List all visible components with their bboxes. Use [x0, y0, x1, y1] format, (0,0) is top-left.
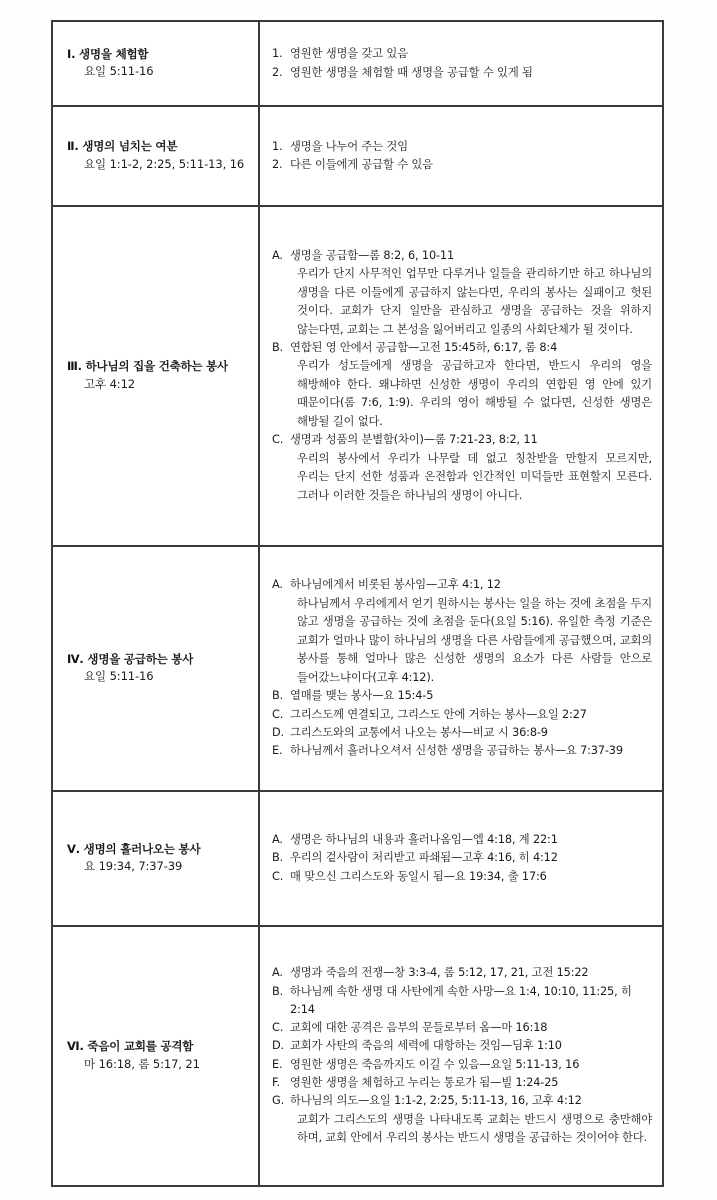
section-heading-cell	[52, 546, 259, 791]
section-heading-inner	[53, 641, 258, 696]
item-list	[272, 247, 652, 506]
list-item	[272, 706, 652, 724]
item-text: 우리의 겉사람이 처리받고 파쇄됨—고후 4:16, 히 4:12	[290, 851, 558, 865]
item-text: 하나님께서 흘러나오셔서 신성한 생명을 공급하는 봉사—요 7:37-39	[290, 744, 623, 758]
section-heading-inner	[53, 1028, 258, 1083]
item-text: 생명을 공급함—롬 8:2, 6, 10-11	[290, 248, 454, 262]
section-heading-inner	[53, 348, 258, 403]
list-item	[272, 339, 652, 431]
item-text: 연합된 영 안에서 공급함—고전 15:45하, 6:17, 롬 8:4	[290, 341, 558, 355]
list-item	[272, 1092, 652, 1147]
section-heading-cell	[52, 106, 259, 206]
item-marker: 1.	[272, 139, 283, 153]
section-reference: 마 16:18, 롬 5:17, 21	[84, 1056, 200, 1071]
list-item	[272, 849, 652, 867]
list-item	[272, 431, 652, 505]
item-text: 생명은 하나님의 내용과 흘러나옴임—엡 4:18, 계 22:1	[290, 833, 558, 847]
item-marker: A.	[272, 578, 283, 592]
section-content-inner	[260, 126, 662, 187]
section-heading-inner	[53, 36, 258, 91]
section-content-inner	[260, 952, 662, 1159]
section-title: Ⅲ. 하나님의 집을 건축하는 봉사	[67, 359, 228, 374]
section-heading-cell	[52, 791, 259, 926]
item-text: 다른 이들에게 공급할 수 있음	[290, 158, 433, 171]
section-reference: 고후 4:12	[84, 376, 135, 391]
section-content-inner	[260, 235, 662, 518]
section-title: Ⅱ. 생명의 넘치는 여분	[67, 139, 178, 154]
section-reference: 요 19:34, 7:37-39	[84, 859, 183, 874]
item-text: 영원한 생명을 갖고 있음	[290, 47, 408, 61]
outline-row	[52, 546, 663, 791]
section-heading-cell	[52, 926, 259, 1186]
item-text: 교회가 사탄의 죽음의 세력에 대항하는 것임—딤후 1:10	[290, 1039, 562, 1053]
list-item	[272, 724, 652, 742]
item-text: 열매를 맺는 봉사—요 15:4-5	[290, 689, 434, 703]
section-title: Ⅳ. 생명을 공급하는 봉사	[67, 651, 194, 666]
item-list	[272, 576, 652, 760]
item-list	[272, 964, 652, 1147]
list-item	[272, 983, 652, 1020]
list-item	[272, 868, 652, 886]
section-title: Ⅵ. 죽음이 교회를 공격함	[67, 1039, 194, 1054]
section-reference: 요일 1:1-2, 2:25, 5:11-13, 16	[84, 156, 245, 171]
item-marker: 2.	[272, 158, 283, 171]
item-marker: B.	[272, 851, 284, 865]
item-paragraph: 우리가 성도들에게 생명을 공급하고자 한다면, 반드시 우리의 영을 해방해야 한다. 왜냐하면 신성한 생명이 우리의 연합된 영 안에 있기 때문이다(롬 7:6, 1:9). 우리의 영이 해방될 수 없다면, 신성한 생명은 해방될 길이 없다.	[297, 359, 652, 428]
item-marker: 2.	[272, 65, 283, 79]
item-text: 영원한 생명은 죽음까지도 이길 수 있음—요일 5:11-13, 16	[290, 1057, 580, 1071]
section-content-cell	[259, 791, 663, 926]
section-title: Ⅴ. 생명의 흘러나오는 봉사	[67, 841, 201, 856]
item-marker: D.	[272, 1039, 284, 1053]
list-item	[272, 1074, 652, 1092]
list-item	[272, 742, 652, 760]
item-marker: C.	[272, 707, 284, 721]
item-text: 생명을 나누어 주는 것임	[290, 139, 408, 153]
list-item	[272, 45, 652, 63]
item-marker: A.	[272, 966, 283, 980]
item-marker: B.	[272, 689, 284, 703]
item-text: 영원한 생명을 체험하고 누리는 통로가 됨—빌 1:24-25	[290, 1076, 559, 1090]
item-text: 그리스도께 연결되고, 그리스도 안에 거하는 봉사—요일 2:27	[290, 707, 587, 721]
item-list	[272, 831, 652, 886]
section-heading-inner	[53, 128, 258, 183]
section-title: Ⅰ. 생명을 체험함	[67, 46, 149, 61]
item-marker: A.	[272, 248, 283, 262]
list-item	[272, 1056, 652, 1074]
list-item	[272, 576, 652, 687]
item-marker: D.	[272, 725, 284, 739]
section-content-inner	[260, 819, 662, 898]
section-heading-cell	[52, 206, 259, 546]
list-item	[272, 1037, 652, 1055]
list-item	[272, 138, 652, 156]
section-reference: 요일 5:11-16	[84, 64, 154, 79]
item-marker: B.	[272, 341, 284, 355]
item-marker: C.	[272, 869, 284, 883]
item-marker: E.	[272, 1057, 283, 1071]
item-text: 생명과 죽음의 전쟁—창 3:3-4, 롬 5:12, 17, 21, 고전 15:22	[290, 966, 589, 980]
section-content-inner	[260, 564, 662, 772]
item-paragraph: 하나님께서 우리에게서 얻기 원하시는 봉사는 일을 하는 것에 초점을 두지 않고 생명을 공급하는 것에 초점을 둔다(요일 5:16). 유일한 측정 기준은 교회가 얼마나 많이 하나님의 생명을 다른 사람들에게 공급했으며, 교회의 봉사를 통해 얼마나 많은 신성한 생명의 요소가 다른 사람들 안으로 들어갔느냐이다(고후 4:12).	[297, 596, 652, 684]
item-text: 하나님께 속한 생명 대 사탄에게 속한 사망—요 1:4, 10:10, 11:25, 히 2:14	[290, 984, 632, 1016]
item-text: 매 맞으신 그리스도와 동일시 됨—요 19:34, 출 17:6	[290, 869, 547, 883]
outline-row	[52, 791, 663, 926]
item-marker: C.	[272, 433, 284, 447]
item-marker: A.	[272, 833, 283, 847]
item-text: 하나님의 의도—요일 1:1-2, 2:25, 5:11-13, 16, 고후 4:12	[290, 1094, 582, 1108]
item-paragraph: 교회가 그리스도의 생명을 나타내도록 교회는 반드시 생명으로 충만해야 하며, 교회 안에서 우리의 봉사는 반드시 생명을 공급하는 것이어야 한다.	[297, 1112, 652, 1145]
section-content-inner	[260, 33, 662, 94]
list-item	[272, 156, 652, 174]
section-heading-cell	[52, 21, 259, 106]
outline-row	[52, 926, 663, 1186]
item-text: 생명과 성품의 분별함(차이)—롬 7:21-23, 8:2, 11	[290, 433, 538, 447]
list-item	[272, 831, 652, 849]
item-marker: 1.	[272, 47, 283, 61]
item-text: 교회에 대한 공격은 음부의 문들로부터 옴—마 16:18	[290, 1021, 548, 1035]
item-marker: F.	[272, 1076, 280, 1090]
item-list	[272, 45, 652, 82]
outline-table	[51, 20, 664, 1187]
item-paragraph: 우리가 단지 사무적인 업무만 다루거나 일들을 관리하기만 하고 하나님의 생명을 다른 이들에게 공급하지 않는다면, 우리의 봉사는 실패이고 헛된 것이다. 교회가 단지 일만을 관심하고 생명을 공급하는 것을 위하지 않는다면, 교회는 그 본성을 잃어버리고 일종의 사회단체가 될 것이다.	[297, 267, 652, 336]
list-item	[272, 247, 652, 339]
list-item	[272, 1019, 652, 1037]
item-marker: G.	[272, 1094, 285, 1108]
item-marker: E.	[272, 744, 283, 758]
section-reference: 요일 5:11-16	[84, 669, 154, 684]
item-text: 영원한 생명을 체험할 때 생명을 공급할 수 있게 됨	[290, 65, 533, 79]
list-item	[272, 687, 652, 705]
section-heading-inner	[53, 831, 258, 886]
item-paragraph: 우리의 봉사에서 우리가 나무랄 데 없고 칭찬받을 만할지 모르지만, 우리는 단지 선한 성품과 온전함과 인간적인 미덕들만 표현할지 모른다. 그러나 이러한 것들은 하나님의 생명이 아니다.	[297, 451, 652, 502]
item-text: 그리스도와의 교통에서 나오는 봉사—비교 시 36:8-9	[290, 725, 548, 739]
outline-row	[52, 106, 663, 206]
section-content-cell	[259, 926, 663, 1186]
item-list	[272, 138, 652, 175]
section-content-cell	[259, 546, 663, 791]
list-item	[272, 64, 652, 82]
list-item	[272, 964, 652, 982]
outline-row	[52, 21, 663, 106]
section-content-cell	[259, 206, 663, 546]
section-content-cell	[259, 21, 663, 106]
item-marker: C.	[272, 1021, 284, 1035]
section-content-cell	[259, 106, 663, 206]
item-marker: B.	[272, 984, 284, 998]
item-text: 하나님에게서 비롯된 봉사임—고후 4:1, 12	[290, 578, 501, 592]
outline-row	[52, 206, 663, 546]
